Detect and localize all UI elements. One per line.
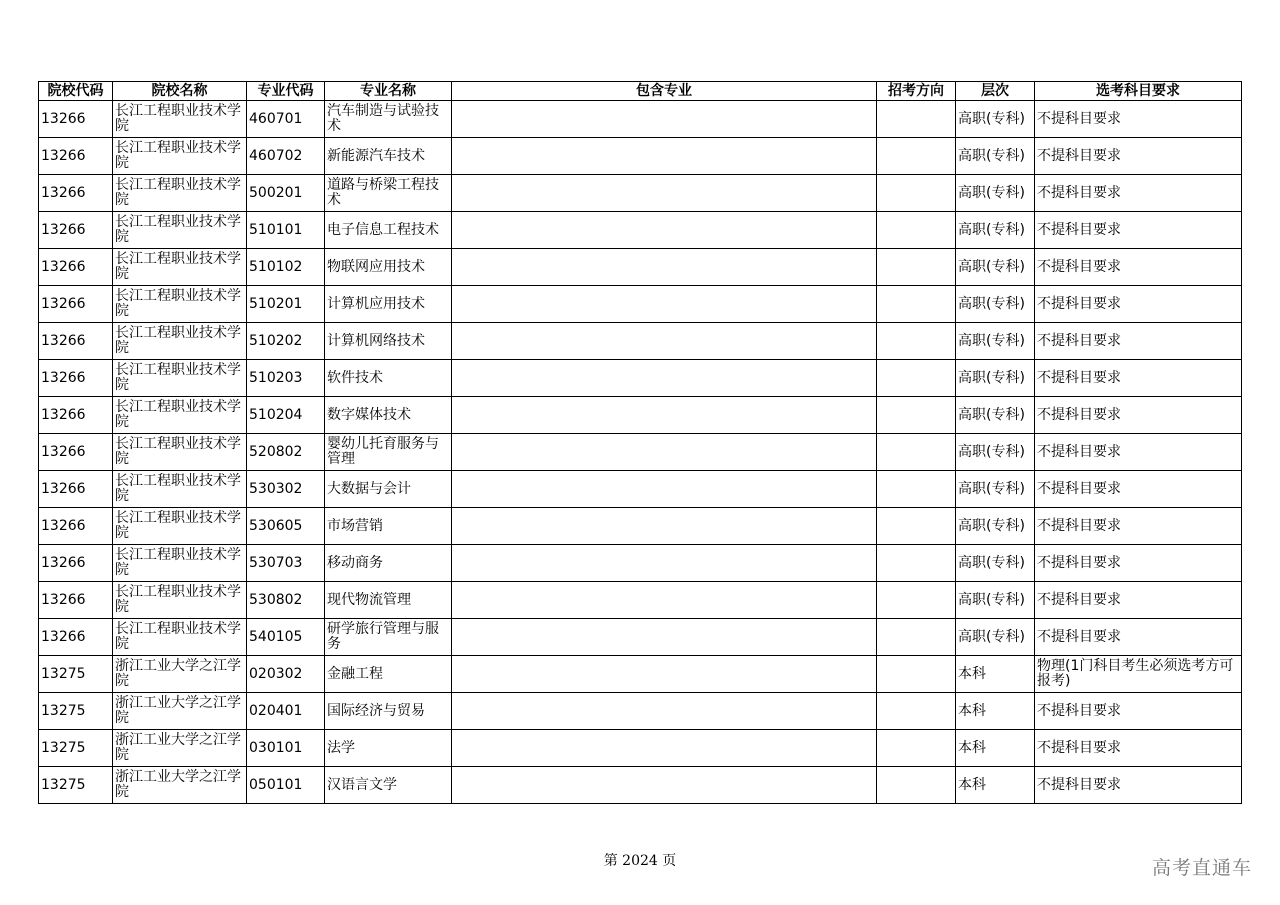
cell-subject-requirement: 不提科目要求 [1035,360,1242,397]
cell-subject-requirement: 不提科目要求 [1035,508,1242,545]
table-row [39,175,1242,212]
cell-subject-requirement: 不提科目要求 [1035,582,1242,619]
cell-major-code: 020302 [247,656,325,693]
cell-major-name: 物联网应用技术 [325,249,452,286]
cell-school-code: 13266 [39,508,113,545]
cell-level: 本科 [956,656,1035,693]
cell-level: 高职(专科) [956,249,1035,286]
cell-subject-requirement: 物理(1门科目考生必须选考方可报考) [1035,656,1242,693]
cell-school-name: 浙江工业大学之江学院 [113,767,247,804]
cell-included-majors [452,360,877,397]
cell-direction [877,730,956,767]
cell-school-code: 13266 [39,286,113,323]
cell-level: 高职(专科) [956,545,1035,582]
table-row [39,323,1242,360]
cell-major-name: 婴幼儿托育服务与管理 [325,434,452,471]
cell-level: 高职(专科) [956,175,1035,212]
cell-level: 高职(专科) [956,323,1035,360]
cell-direction [877,434,956,471]
cell-level: 高职(专科) [956,582,1035,619]
cell-level: 高职(专科) [956,619,1035,656]
watermark-text: 高考直通车 [1151,857,1252,879]
table-row [39,767,1242,804]
cell-major-code: 460702 [247,138,325,175]
cell-major-code: 510203 [247,360,325,397]
cell-subject-requirement: 不提科目要求 [1035,434,1242,471]
cell-subject-requirement: 不提科目要求 [1035,175,1242,212]
cell-included-majors [452,693,877,730]
cell-subject-requirement: 不提科目要求 [1035,471,1242,508]
cell-level: 高职(专科) [956,212,1035,249]
cell-level: 本科 [956,767,1035,804]
cell-major-name: 市场营销 [325,508,452,545]
cell-included-majors [452,138,877,175]
cell-school-name: 长江工程职业技术学院 [113,175,247,212]
table-row [39,730,1242,767]
cell-level: 高职(专科) [956,508,1035,545]
cell-major-code: 510204 [247,397,325,434]
cell-subject-requirement: 不提科目要求 [1035,397,1242,434]
cell-major-code: 460701 [247,101,325,138]
cell-major-code: 050101 [247,767,325,804]
cell-subject-requirement: 不提科目要求 [1035,730,1242,767]
cell-school-name: 浙江工业大学之江学院 [113,656,247,693]
cell-school-code: 13266 [39,619,113,656]
cell-school-name: 长江工程职业技术学院 [113,138,247,175]
cell-level: 高职(专科) [956,434,1035,471]
table-row [39,249,1242,286]
cell-major-code: 530605 [247,508,325,545]
cell-school-code: 13266 [39,212,113,249]
cell-included-majors [452,582,877,619]
cell-major-name: 法学 [325,730,452,767]
cell-included-majors [452,286,877,323]
cell-school-code: 13266 [39,471,113,508]
cell-subject-requirement: 不提科目要求 [1035,323,1242,360]
cell-direction [877,212,956,249]
cell-major-code: 030101 [247,730,325,767]
cell-school-name: 长江工程职业技术学院 [113,101,247,138]
cell-subject-requirement: 不提科目要求 [1035,767,1242,804]
cell-major-name: 计算机网络技术 [325,323,452,360]
cell-direction [877,767,956,804]
table-row [39,434,1242,471]
table-header-row [39,82,1242,101]
table-row [39,656,1242,693]
cell-direction [877,286,956,323]
cell-major-code: 510102 [247,249,325,286]
table-row [39,619,1242,656]
admissions-table-container [38,81,1241,804]
cell-school-code: 13266 [39,323,113,360]
column-header-major-name: 专业名称 [325,82,452,101]
cell-subject-requirement: 不提科目要求 [1035,249,1242,286]
table-row [39,545,1242,582]
cell-school-code: 13275 [39,730,113,767]
cell-level: 本科 [956,693,1035,730]
table-row [39,397,1242,434]
cell-school-code: 13275 [39,656,113,693]
cell-school-code: 13275 [39,693,113,730]
cell-school-code: 13266 [39,175,113,212]
table-row [39,286,1242,323]
cell-subject-requirement: 不提科目要求 [1035,138,1242,175]
cell-major-name: 计算机应用技术 [325,286,452,323]
cell-included-majors [452,212,877,249]
cell-included-majors [452,323,877,360]
cell-major-name: 道路与桥梁工程技术 [325,175,452,212]
cell-included-majors [452,434,877,471]
cell-included-majors [452,730,877,767]
cell-major-code: 500201 [247,175,325,212]
cell-school-name: 长江工程职业技术学院 [113,619,247,656]
table-body [39,101,1242,804]
cell-school-name: 浙江工业大学之江学院 [113,730,247,767]
column-header-level: 层次 [956,82,1035,101]
table-row [39,138,1242,175]
cell-school-code: 13266 [39,249,113,286]
cell-school-name: 长江工程职业技术学院 [113,360,247,397]
cell-school-name: 长江工程职业技术学院 [113,582,247,619]
cell-major-name: 软件技术 [325,360,452,397]
cell-direction [877,397,956,434]
cell-major-code: 510202 [247,323,325,360]
cell-direction [877,619,956,656]
cell-subject-requirement: 不提科目要求 [1035,545,1242,582]
cell-major-name: 汽车制造与试验技术 [325,101,452,138]
cell-major-name: 现代物流管理 [325,582,452,619]
cell-direction [877,582,956,619]
cell-direction [877,175,956,212]
page-number: 第 2024 页 [603,853,677,869]
cell-subject-requirement: 不提科目要求 [1035,101,1242,138]
cell-major-name: 金融工程 [325,656,452,693]
cell-school-code: 13275 [39,767,113,804]
cell-included-majors [452,471,877,508]
cell-subject-requirement: 不提科目要求 [1035,286,1242,323]
cell-major-name: 研学旅行管理与服务 [325,619,452,656]
cell-school-name: 长江工程职业技术学院 [113,212,247,249]
cell-major-code: 510201 [247,286,325,323]
table-row [39,360,1242,397]
cell-direction [877,323,956,360]
cell-school-code: 13266 [39,138,113,175]
cell-major-name: 大数据与会计 [325,471,452,508]
cell-subject-requirement: 不提科目要求 [1035,212,1242,249]
cell-direction [877,693,956,730]
cell-school-name: 长江工程职业技术学院 [113,508,247,545]
cell-level: 高职(专科) [956,286,1035,323]
table-row [39,582,1242,619]
cell-direction [877,360,956,397]
cell-major-name: 移动商务 [325,545,452,582]
cell-direction [877,656,956,693]
cell-school-name: 长江工程职业技术学院 [113,249,247,286]
cell-school-name: 长江工程职业技术学院 [113,286,247,323]
cell-direction [877,138,956,175]
cell-major-code: 510101 [247,212,325,249]
admissions-table [38,81,1242,804]
cell-included-majors [452,545,877,582]
cell-included-majors [452,767,877,804]
column-header-direction: 招考方向 [877,82,956,101]
cell-major-name: 数字媒体技术 [325,397,452,434]
table-row [39,212,1242,249]
cell-level: 高职(专科) [956,471,1035,508]
cell-major-name: 汉语言文学 [325,767,452,804]
cell-subject-requirement: 不提科目要求 [1035,619,1242,656]
cell-school-name: 浙江工业大学之江学院 [113,693,247,730]
cell-major-code: 530302 [247,471,325,508]
cell-direction [877,249,956,286]
cell-direction [877,508,956,545]
cell-level: 高职(专科) [956,138,1035,175]
cell-school-name: 长江工程职业技术学院 [113,397,247,434]
cell-major-code: 020401 [247,693,325,730]
cell-level: 高职(专科) [956,360,1035,397]
cell-school-code: 13266 [39,582,113,619]
column-header-included-majors: 包含专业 [452,82,877,101]
column-header-school-code: 院校代码 [39,82,113,101]
cell-major-code: 530802 [247,582,325,619]
table-row [39,101,1242,138]
cell-included-majors [452,619,877,656]
cell-school-name: 长江工程职业技术学院 [113,471,247,508]
table-row [39,508,1242,545]
cell-school-name: 长江工程职业技术学院 [113,323,247,360]
cell-level: 高职(专科) [956,101,1035,138]
cell-direction [877,471,956,508]
cell-included-majors [452,249,877,286]
cell-major-code: 530703 [247,545,325,582]
table-row [39,471,1242,508]
column-header-school-name: 院校名称 [113,82,247,101]
cell-major-name: 新能源汽车技术 [325,138,452,175]
cell-direction [877,101,956,138]
cell-school-name: 长江工程职业技术学院 [113,545,247,582]
cell-school-code: 13266 [39,397,113,434]
table-row [39,693,1242,730]
cell-major-name: 国际经济与贸易 [325,693,452,730]
cell-school-name: 长江工程职业技术学院 [113,434,247,471]
cell-level: 高职(专科) [956,397,1035,434]
cell-school-code: 13266 [39,545,113,582]
cell-major-name: 电子信息工程技术 [325,212,452,249]
column-header-subject-requirement: 选考科目要求 [1035,82,1242,101]
cell-subject-requirement: 不提科目要求 [1035,693,1242,730]
cell-included-majors [452,101,877,138]
cell-school-code: 13266 [39,360,113,397]
cell-school-code: 13266 [39,101,113,138]
cell-major-code: 520802 [247,434,325,471]
cell-major-code: 540105 [247,619,325,656]
cell-level: 本科 [956,730,1035,767]
cell-included-majors [452,175,877,212]
cell-included-majors [452,656,877,693]
column-header-major-code: 专业代码 [247,82,325,101]
cell-included-majors [452,508,877,545]
cell-school-code: 13266 [39,434,113,471]
cell-included-majors [452,397,877,434]
cell-direction [877,545,956,582]
